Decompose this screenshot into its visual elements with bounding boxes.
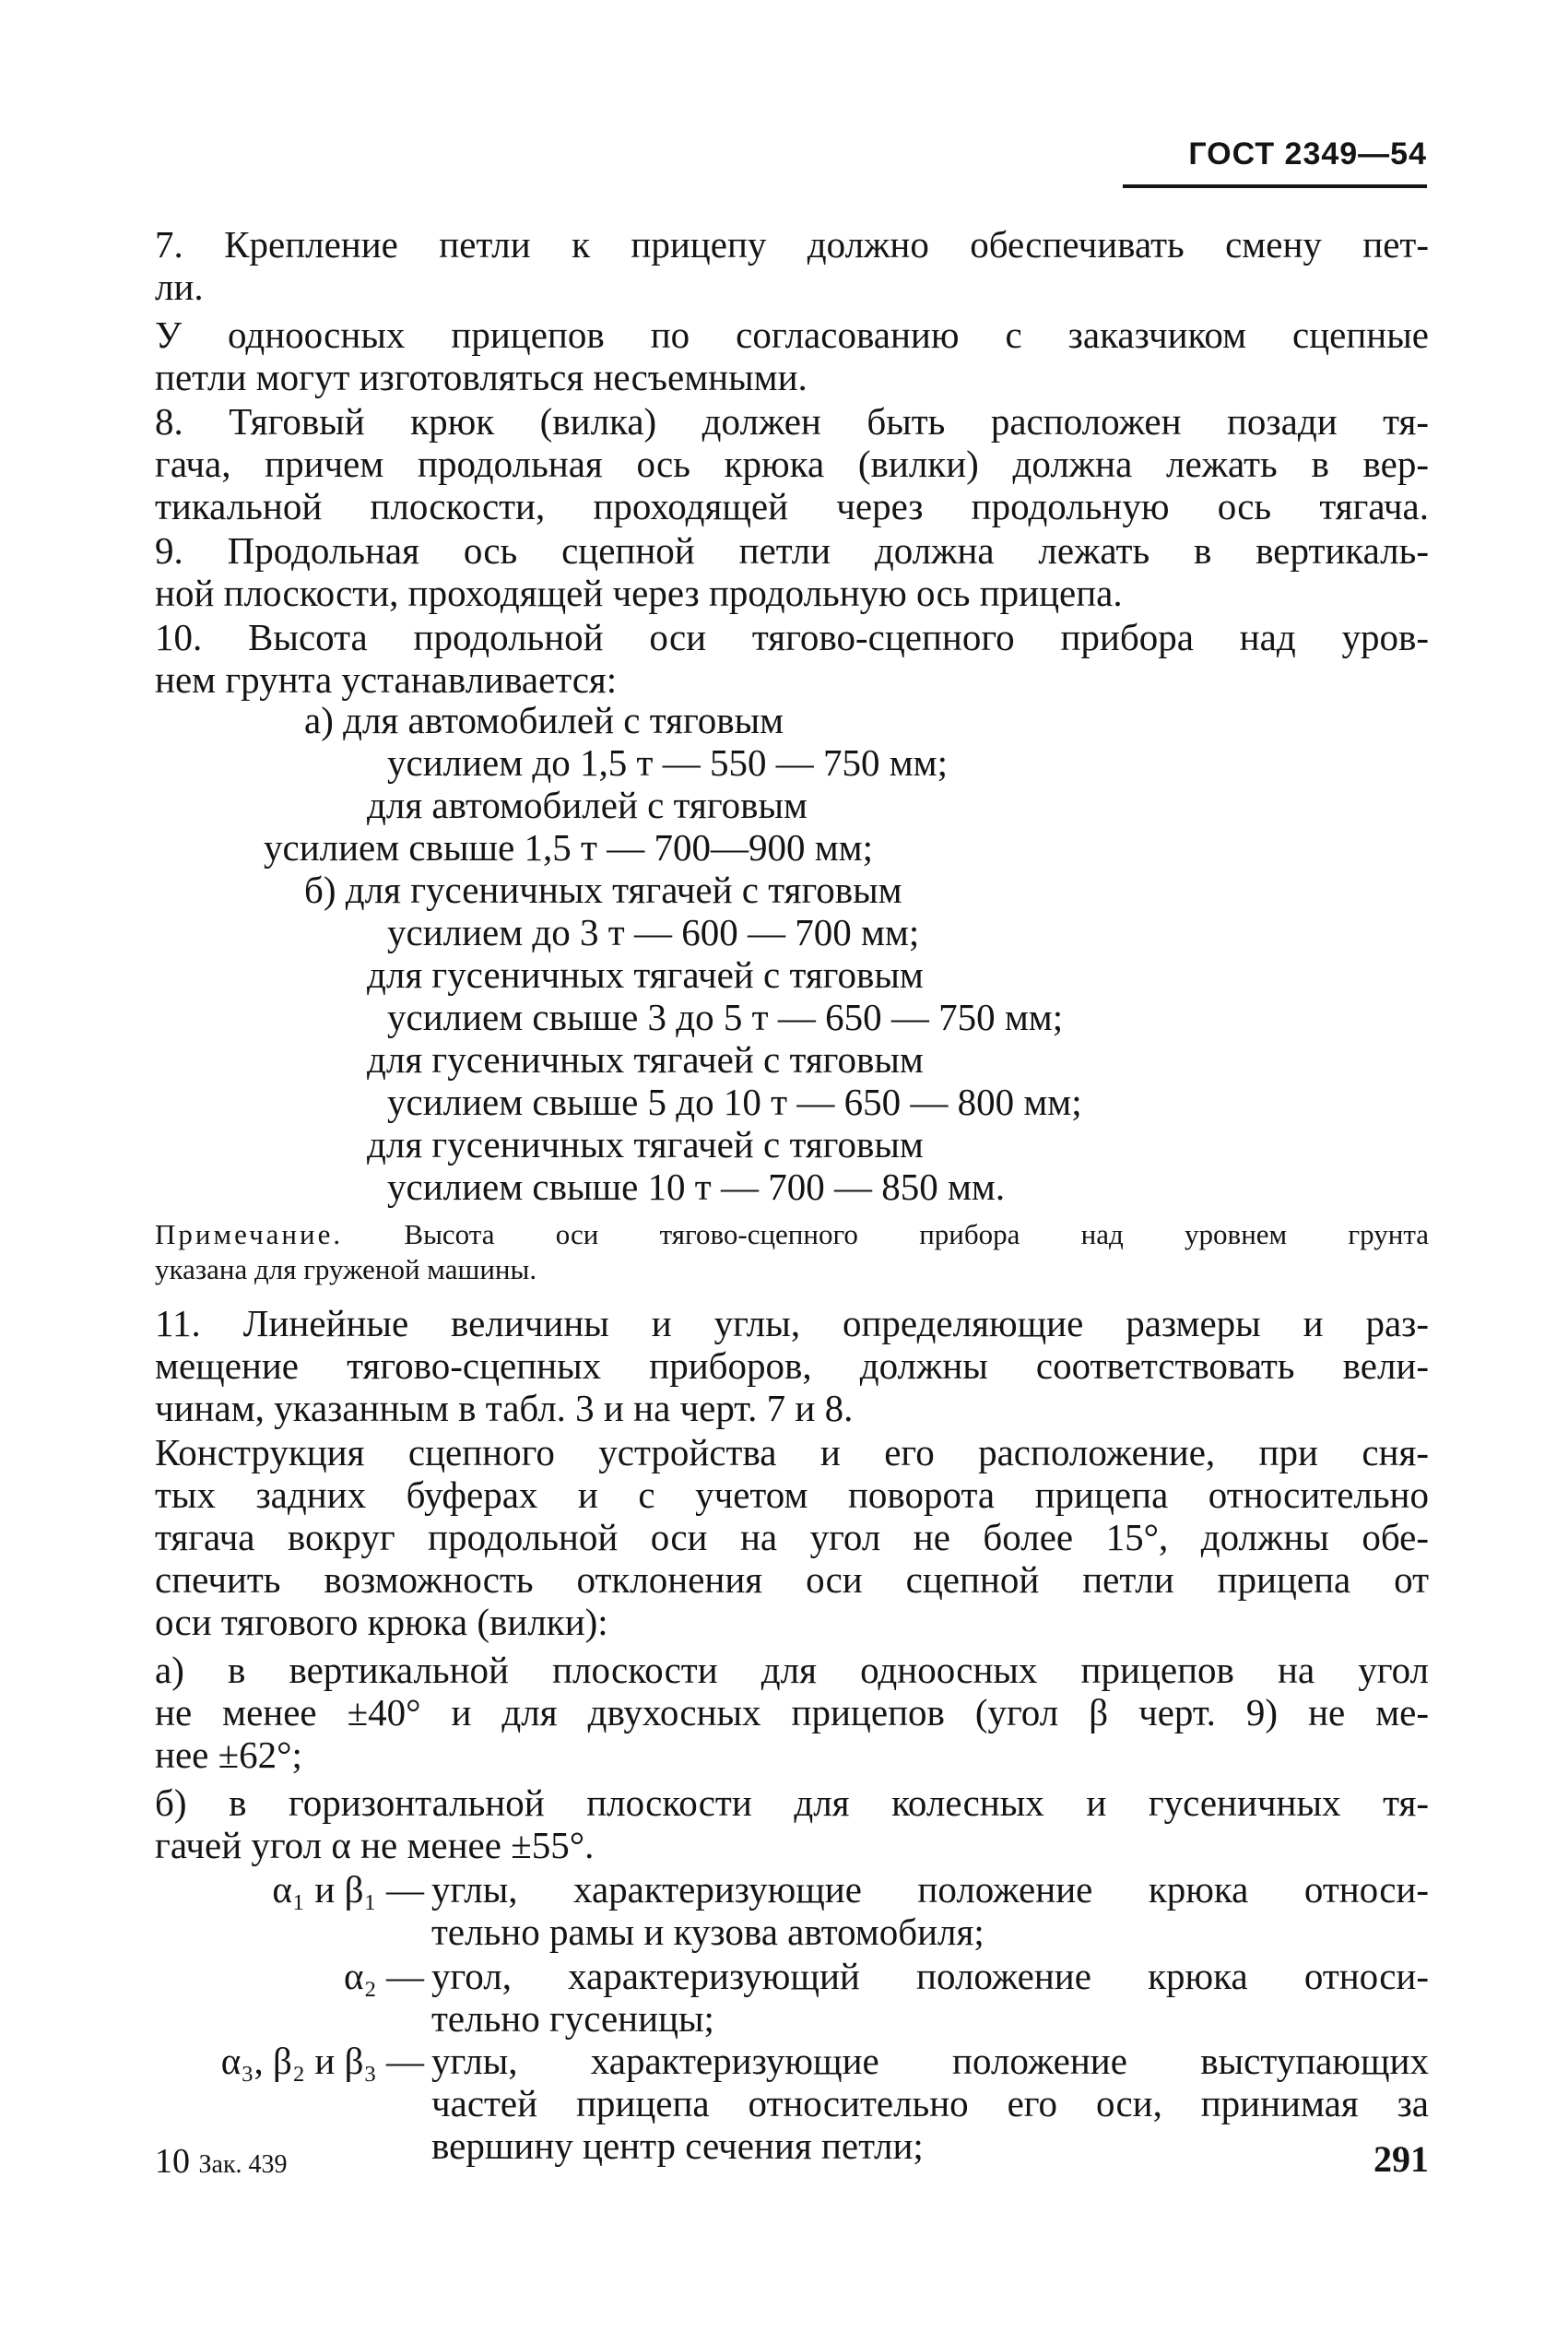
note-line-2: указана для груженой машины.: [155, 1253, 537, 1285]
list-item: для гусеничных тягачей с тяговым: [367, 1123, 924, 1166]
header-rule: [1123, 184, 1427, 188]
paragraph-construction-line-4: спечить возможность отклонения оси сцепной петли прицепа от: [155, 1558, 1429, 1601]
definition-2-line-2: тельно гусеницы;: [431, 1997, 714, 2040]
page-number: 291: [1373, 2138, 1429, 2180]
definition-term-3: α₃, β₂ и β₃ —: [220, 2040, 424, 2082]
paragraph-7-line-1: 7. Крепление петли к прицепу должно обеспечивать смену пет-: [155, 223, 1429, 266]
paragraph-10-line-1: 10. Высота продольной оси тягово-сцепного прибора над уров-: [155, 616, 1429, 658]
paragraph-11-line-2: мещение тягово-сцепных приборов, должны соответствовать вели-: [155, 1344, 1429, 1387]
item-a-line-1: а) в вертикальной плоскости для одноосных прицепов на угол: [155, 1649, 1429, 1691]
list-item: усилием свыше 1,5 т — 700—900 мм;: [264, 826, 874, 869]
list-item: для гусеничных тягачей с тяговым: [367, 953, 924, 996]
paragraph-single-axle-line-1: У одноосных прицепов по согласованию с заказчиком сцепные: [155, 314, 1429, 356]
item-b-line-1: б) в горизонтальной плоскости для колесных и гусеничных тя-: [155, 1781, 1429, 1824]
definition-2-line-1: угол, характеризующий положение крюка относи-: [431, 1955, 1429, 1997]
paragraph-8-line-2: гача, причем продольная ось крюка (вилки) должна лежать в вер-: [155, 443, 1429, 485]
definition-1-line-1: углы, характеризующие положение крюка относи-: [431, 1868, 1429, 1911]
definition-term-1: α₁ и β₁ —: [272, 1868, 424, 1911]
paragraph-9-line-1: 9. Продольная ось сцепной петли должна лежать в вертикаль-: [155, 529, 1429, 572]
list-item: усилием свыше 3 до 5 т — 650 — 750 мм;: [387, 996, 1064, 1038]
paragraph-8-line-3: тикальной плоскости, проходящей через продольную ось тягача.: [155, 485, 1429, 527]
paragraph-8-line-1: 8. Тяговый крюк (вилка) должен быть расположен позади тя-: [155, 400, 1429, 443]
paragraph-9-line-2: ной плоскости, проходящей через продольную ось прицепа.: [155, 572, 1123, 614]
footer-sheet-number: 10: [155, 2142, 190, 2181]
paragraph-11-line-3: чинам, указанным в табл. 3 и на черт. 7 и 8.: [155, 1387, 854, 1429]
paragraph-10-line-2: нем грунта устанавливается:: [155, 658, 618, 701]
list-item: усилием до 1,5 т — 550 — 750 мм;: [387, 741, 948, 784]
paragraph-construction-line-2: тых задних буферах и с учетом поворота прицепа относительно: [155, 1473, 1429, 1516]
list-item: б) для гусеничных тягачей с тяговым: [304, 869, 902, 911]
item-a-line-3: нее ±62°;: [155, 1733, 302, 1776]
list-item: для автомобилей с тяговым: [367, 784, 808, 826]
definition-1-line-2: тельно рамы и кузова автомобиля;: [431, 1911, 984, 1953]
paragraph-construction-line-1: Конструкция сцепного устройства и его расположение, при сня-: [155, 1431, 1429, 1473]
footer-order-number: Зак. 439: [198, 2150, 288, 2179]
paragraph-construction-line-3: тягача вокруг продольной оси на угол не более 15°, должны обе-: [155, 1516, 1429, 1558]
footer-order: [155, 2141, 288, 2182]
definition-term-2: α₂ —: [343, 1955, 424, 1997]
list-item: а) для автомобилей с тяговым: [304, 699, 784, 741]
item-b-line-2: гачей угол α не менее ±55°.: [155, 1824, 595, 1866]
list-item: усилием свыше 5 до 10 т — 650 — 800 мм;: [387, 1081, 1082, 1123]
definition-3-line-3: вершину центр сечения петли;: [431, 2124, 924, 2167]
note-label: Примечание.: [155, 1218, 344, 1250]
paragraph-single-axle-line-2: петли могут изготовляться несъемными.: [155, 356, 808, 398]
paragraph-construction-line-5: оси тягового крюка (вилки):: [155, 1601, 608, 1643]
item-a-line-2: не менее ±40° и для двухосных прицепов (угол β черт. 9) не ме-: [155, 1691, 1429, 1733]
note-text: Высота оси тягово-сцепного прибора над уровнем грунта: [404, 1218, 1430, 1250]
note-line-1: [155, 1217, 1429, 1252]
paragraph-11-line-1: 11. Линейные величины и углы, определяющие размеры и раз-: [155, 1302, 1429, 1344]
list-item: усилием свыше 10 т — 700 — 850 мм.: [387, 1166, 1006, 1208]
paragraph-7-line-2: ли.: [155, 266, 204, 308]
definition-3-line-2: частей прицепа относительно его оси, принимая за: [431, 2082, 1429, 2124]
definition-3-line-1: углы, характеризующие положение выступающих: [431, 2040, 1429, 2082]
list-item: усилием до 3 т — 600 — 700 мм;: [387, 911, 920, 953]
page-header-standard: ГОСТ 2349—54: [1188, 136, 1427, 172]
list-item: для гусеничных тягачей с тяговым: [367, 1038, 924, 1081]
